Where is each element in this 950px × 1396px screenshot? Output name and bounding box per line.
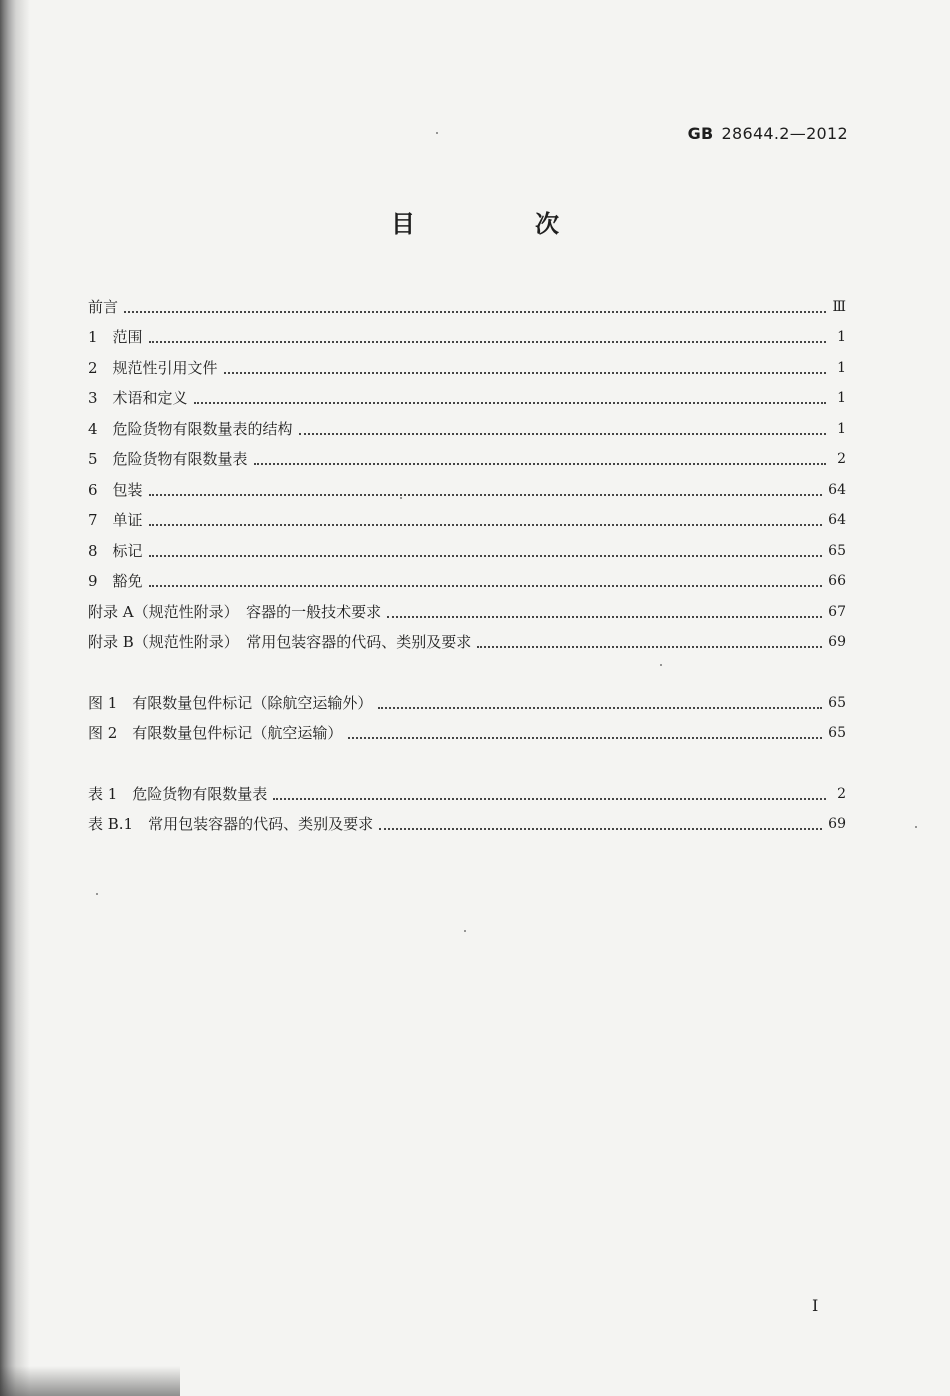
toc-leader-dots <box>149 583 823 587</box>
toc-entry-page: Ⅲ <box>832 298 846 315</box>
standard-prefix: GB <box>687 124 714 143</box>
toc-entry-documents[interactable] <box>88 500 846 531</box>
toc-entry-table-1[interactable] <box>88 773 846 804</box>
toc-entry-label: 图 1 有限数量包件标记（除航空运输外） <box>88 693 373 712</box>
scan-speck <box>400 497 402 499</box>
toc-entry-packaging[interactable] <box>88 469 846 500</box>
scan-speck <box>96 893 98 895</box>
toc-entry-limited-quantity-table[interactable] <box>88 439 846 470</box>
page-number: I <box>812 1296 819 1315</box>
toc-entry-label: 6 包装 <box>88 480 143 499</box>
toc-leader-dots <box>379 826 822 830</box>
scan-speck <box>436 132 438 134</box>
toc-entry-page: 67 <box>828 603 846 620</box>
scan-shadow-bottom <box>0 1366 180 1396</box>
toc-entry-label: 前言 <box>88 297 119 316</box>
toc-entry-table-b1[interactable] <box>88 804 846 835</box>
toc-entry-exemption[interactable] <box>88 561 846 592</box>
toc-entry-label: 4 危险货物有限数量表的结构 <box>88 419 293 438</box>
standard-number: 28644.2—2012 <box>721 124 848 143</box>
toc-entry-page: 1 <box>837 329 846 345</box>
toc-entry-label: 附录 B（规范性附录） 常用包装容器的代码、类别及要求 <box>88 633 472 651</box>
toc-entry-page: 1 <box>837 420 846 437</box>
toc-leader-dots <box>149 339 826 343</box>
toc-entry-page: 64 <box>828 512 846 528</box>
toc-entry-annex-b[interactable] <box>88 622 846 653</box>
toc-leader-dots <box>378 705 822 709</box>
toc-entry-figure-2[interactable] <box>88 713 846 744</box>
toc-entry-marking[interactable] <box>88 530 846 561</box>
toc-leader-dots <box>254 461 826 465</box>
toc-title: 目 次 <box>391 210 607 238</box>
toc-entry-foreword[interactable] <box>88 286 846 317</box>
toc-entry-label: 7 单证 <box>88 511 143 529</box>
toc-entry-page: 65 <box>828 694 846 711</box>
toc-leader-dots <box>224 370 826 374</box>
toc-leader-dots <box>348 735 822 739</box>
toc-leader-dots <box>273 796 826 800</box>
toc-leader-dots <box>149 492 823 496</box>
toc-entry-normative-references[interactable] <box>88 347 846 378</box>
toc-entry-label: 1 范围 <box>88 328 143 346</box>
toc-entry-label: 2 规范性引用文件 <box>88 358 218 377</box>
toc-entry-page: 69 <box>828 816 846 832</box>
toc-leader-dots <box>149 522 823 526</box>
toc-entry-label: 8 标记 <box>88 541 143 560</box>
toc-entry-label: 附录 A（规范性附录） 容器的一般技术要求 <box>88 602 382 621</box>
toc-leader-dots <box>149 553 823 557</box>
toc-entry-page: 1 <box>837 390 846 406</box>
table-of-contents <box>88 286 846 834</box>
toc-entry-page: 64 <box>828 481 846 498</box>
standard-code <box>688 124 848 143</box>
toc-entry-scope[interactable] <box>88 317 846 348</box>
toc-entry-page: 65 <box>828 725 846 741</box>
toc-entry-page: 69 <box>828 634 846 650</box>
toc-entry-label: 表 1 危险货物有限数量表 <box>88 784 268 803</box>
toc-leader-dots <box>194 400 826 404</box>
toc-entry-page: 2 <box>837 785 846 802</box>
scan-speck <box>464 930 466 932</box>
scan-speck <box>660 664 662 666</box>
toc-entry-label: 9 豁免 <box>88 572 143 590</box>
toc-entry-label: 表 B.1 常用包装容器的代码、类别及要求 <box>88 815 374 833</box>
toc-entry-page: 1 <box>837 359 846 376</box>
toc-entry-label: 5 危险货物有限数量表 <box>88 450 248 468</box>
toc-leader-dots <box>299 431 826 435</box>
toc-leader-dots <box>387 614 822 618</box>
toc-entry-page: 65 <box>828 542 846 559</box>
toc-leader-dots <box>124 309 826 313</box>
toc-entry-label: 3 术语和定义 <box>88 389 188 407</box>
toc-entry-figure-1[interactable] <box>88 682 846 713</box>
toc-leader-dots <box>477 644 822 648</box>
toc-entry-annex-a[interactable] <box>88 591 846 622</box>
toc-entry-terms[interactable] <box>88 378 846 409</box>
toc-entry-label: 图 2 有限数量包件标记（航空运输） <box>88 724 343 742</box>
toc-entry-page: 2 <box>837 451 846 467</box>
toc-entry-page: 66 <box>828 573 846 589</box>
toc-entry-table-structure[interactable] <box>88 408 846 439</box>
scan-speck <box>915 826 917 828</box>
